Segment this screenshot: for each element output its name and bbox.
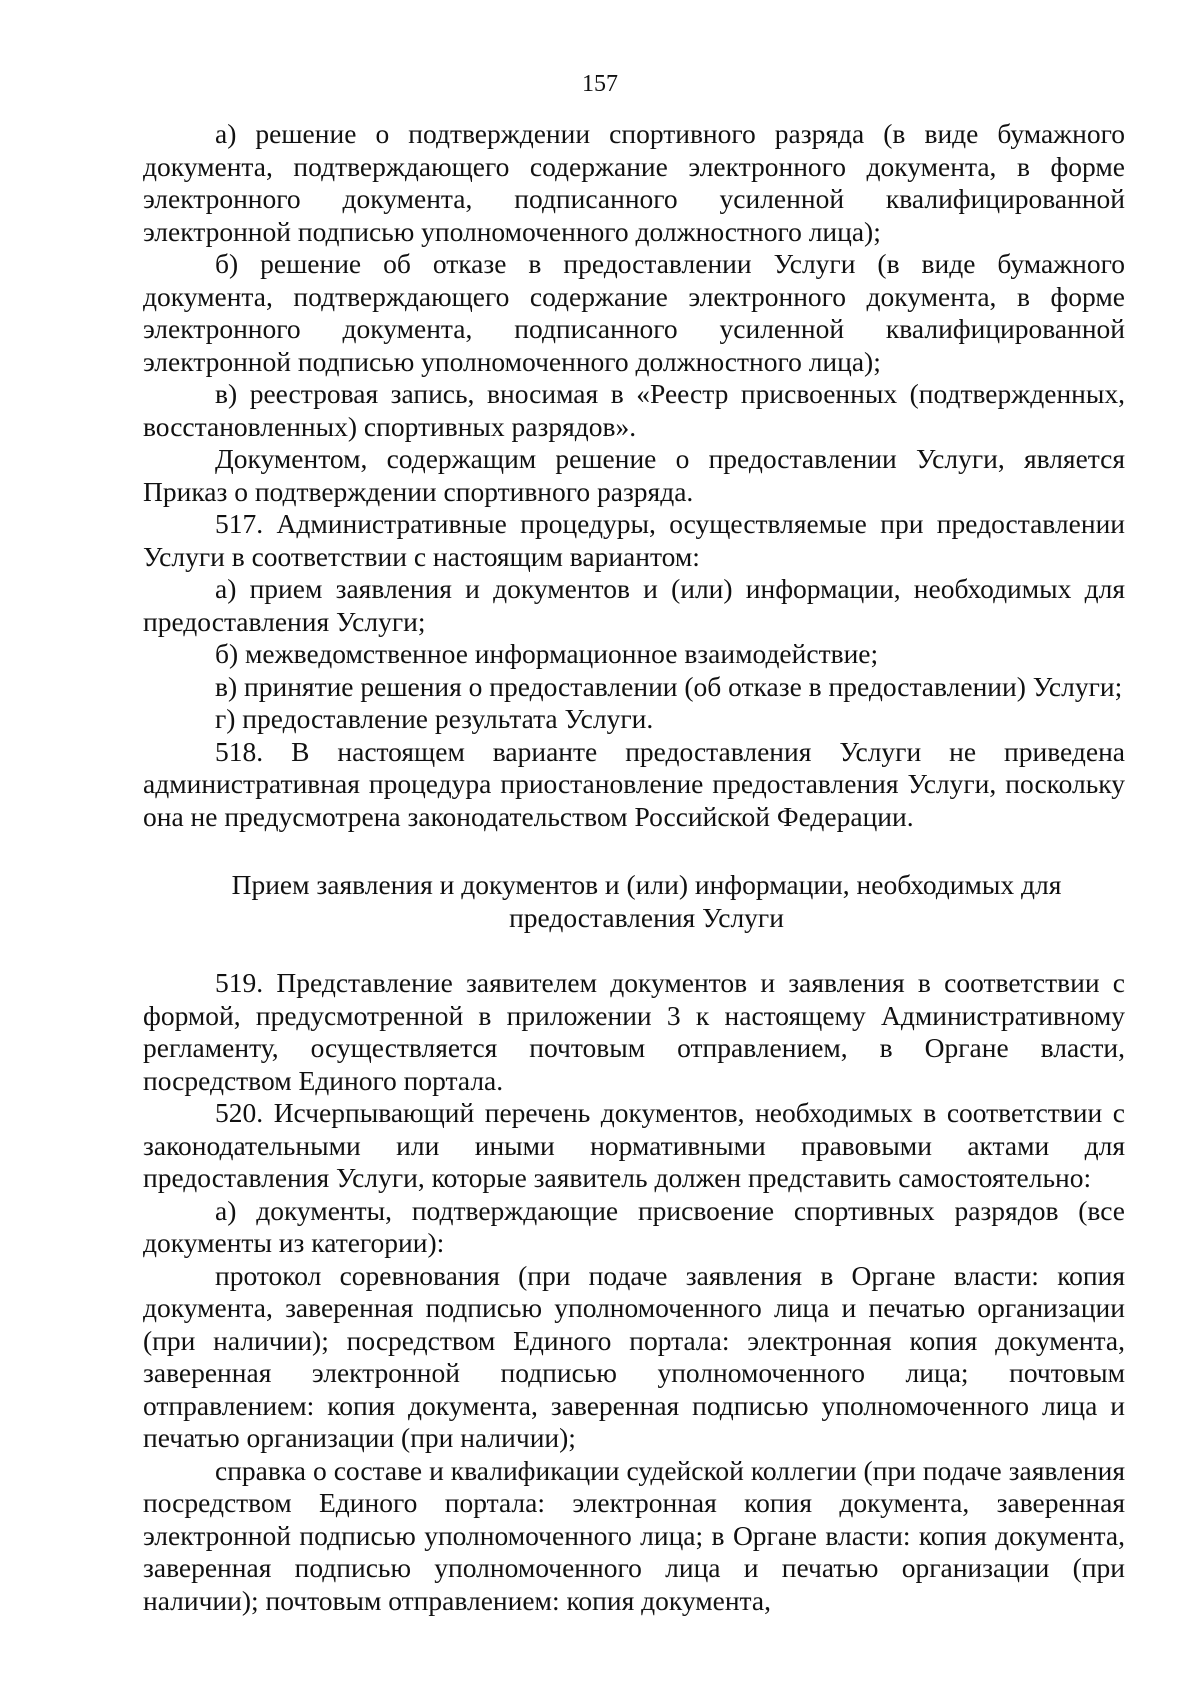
paragraph-decision-document: Документом, содержащим решение о предоставлении Услуги, является Приказ о подтверждении спортивного разряда. xyxy=(143,443,1125,507)
page-number: 157 xyxy=(582,71,618,97)
section-heading-line-2: предоставления Услуги xyxy=(509,901,784,933)
spacer xyxy=(143,934,1125,967)
paragraph-520: 520. Исчерпывающий перечень документов, необходимых в соответствии с законодательными или иными нормативными правовыми актами для предоставления Услуги, которые заявитель должен представить самостоятельно: xyxy=(143,1097,1125,1193)
paragraph-519: 519. Представление заявителем документов и заявления в соответствии с формой, предусмотренной в приложении 3 к настоящему Административному регламенту, осуществляется почтовым отправлением, в Органе власти, посредством Единого портала. xyxy=(143,967,1125,1096)
paragraph-517-b: б) межведомственное информационное взаимодействие; xyxy=(215,638,879,669)
paragraph-517: 517. Административные процедуры, осуществляемые при предоставлении Услуги в соответствии с настоящим вариантом: xyxy=(143,508,1125,572)
spacer xyxy=(143,833,1125,869)
section-heading-line-1: Прием заявления и документов и (или) информации, необходимых для xyxy=(231,869,1062,900)
paragraph-b-decision-refusal: б) решение об отказе в предоставлении Услуги (в виде бумажного документа, подтверждающего содержание электронного документа, в форме электронного документа, подписанного усиленной квалифицированной электронной подписью уполномоченного должностного лица); xyxy=(143,248,1125,377)
paragraph-517-g: г) предоставление результата Услуги. xyxy=(215,703,654,734)
paragraph-v-registry-record: в) реестровая запись, вносимая в «Реестр присвоенных (подтвержденных, восстановленных) спортивных разрядов». xyxy=(143,378,1125,442)
section-heading xyxy=(143,869,1125,934)
paragraph-517-a: а) прием заявления и документов и (или) информации, необходимых для предоставления Услуги; xyxy=(143,573,1125,637)
document-body xyxy=(143,118,1125,1617)
paragraph-competition-protocol: протокол соревнования (при подаче заявления в Органе власти: копия документа, заверенная подписью уполномоченного лица и печатью организации (при наличии); посредством Единого портала: электронная копия документа, заверенная электронной подписью уполномоченного лица; почтовым отправлением: копия документа, заверенная подписью уполномоченного лица и печатью организации (при наличии); xyxy=(143,1259,1125,1453)
paragraph-judges-certificate: справка о составе и квалификации судейской коллегии (при подаче заявления посредством Единого портала: электронная копия документа, заверенная электронной подписью уполномоченного лица; в Органе власти: копия документа, заверенная подписью уполномоченного лица и печатью организации (при наличии); почтовым отправлением: копия документа, xyxy=(143,1454,1125,1616)
paragraph-518: 518. В настоящем варианте предоставления Услуги не приведена административная процедура приостановление предоставления Услуги, поскольку она не предусмотрена законодательством Российской Федерации. xyxy=(143,735,1125,832)
paragraph-520-a: а) документы, подтверждающие присвоение спортивных разрядов (все документы из категории): xyxy=(143,1194,1125,1258)
paragraph-a-decision-confirmation: а) решение о подтверждении спортивного разряда (в виде бумажного документа, подтверждающего содержание электронного документа, в форме электронного документа, подписанного усиленной квалифицированной электронной подписью уполномоченного должностного лица); xyxy=(143,118,1125,247)
paragraph-517-v: в) принятие решения о предоставлении (об отказе в предоставлении) Услуги; xyxy=(215,670,1123,702)
